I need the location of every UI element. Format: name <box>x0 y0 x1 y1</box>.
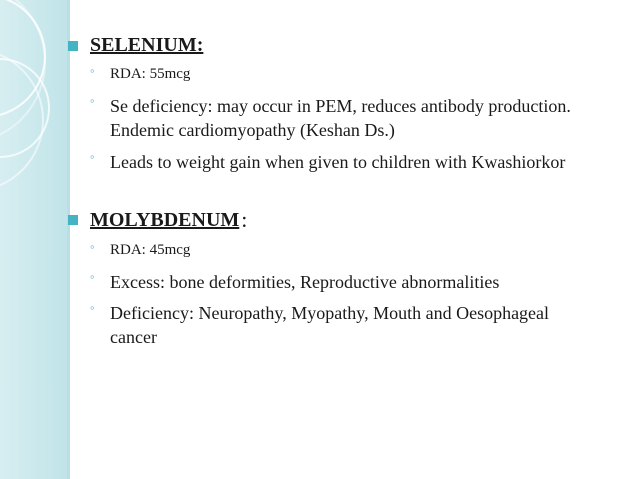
section-title: SELENIUM: <box>90 34 204 56</box>
list-item <box>90 150 580 174</box>
circle-bullet-icon: ◦ <box>90 63 95 78</box>
list-item <box>90 240 580 260</box>
list-item <box>90 64 580 84</box>
section-title: MOLYBDENUM <box>90 208 240 231</box>
list-item-text: Excess: bone deformities, Reproductive abnormalities <box>110 272 500 292</box>
list-item-text: Deficiency: Neuropathy, Myopathy, Mouth and Oesophageal cancer <box>110 303 550 347</box>
circle-bullet-icon: ◦ <box>90 239 95 254</box>
circle-bullet-icon: ◦ <box>90 149 95 164</box>
band-edge <box>67 0 70 479</box>
list-item-text: RDA: 45mcg <box>110 242 191 258</box>
list-item-text: Se deficiency: may occur in PEM, reduces antibody production. Endemic cardiomyopathy (Keshan Ds.) <box>110 96 571 140</box>
section-heading-molybdenum <box>68 207 247 233</box>
circle-bullet-icon: ◦ <box>90 300 95 315</box>
list-item <box>90 270 580 294</box>
square-bullet-icon <box>68 41 78 51</box>
section-heading-selenium <box>68 34 203 57</box>
decorative-side-band <box>0 0 70 479</box>
circle-bullet-icon: ◦ <box>90 93 95 108</box>
square-bullet-icon <box>68 215 78 225</box>
section-title-colon: : <box>241 207 248 232</box>
circle-bullet-icon: ◦ <box>90 269 95 284</box>
list-item-text: Leads to weight gain when given to children with Kwashiorkor <box>110 152 566 172</box>
list-item-text: RDA: 55mcg <box>110 66 191 82</box>
list-item <box>90 94 580 142</box>
list-item <box>90 301 580 349</box>
